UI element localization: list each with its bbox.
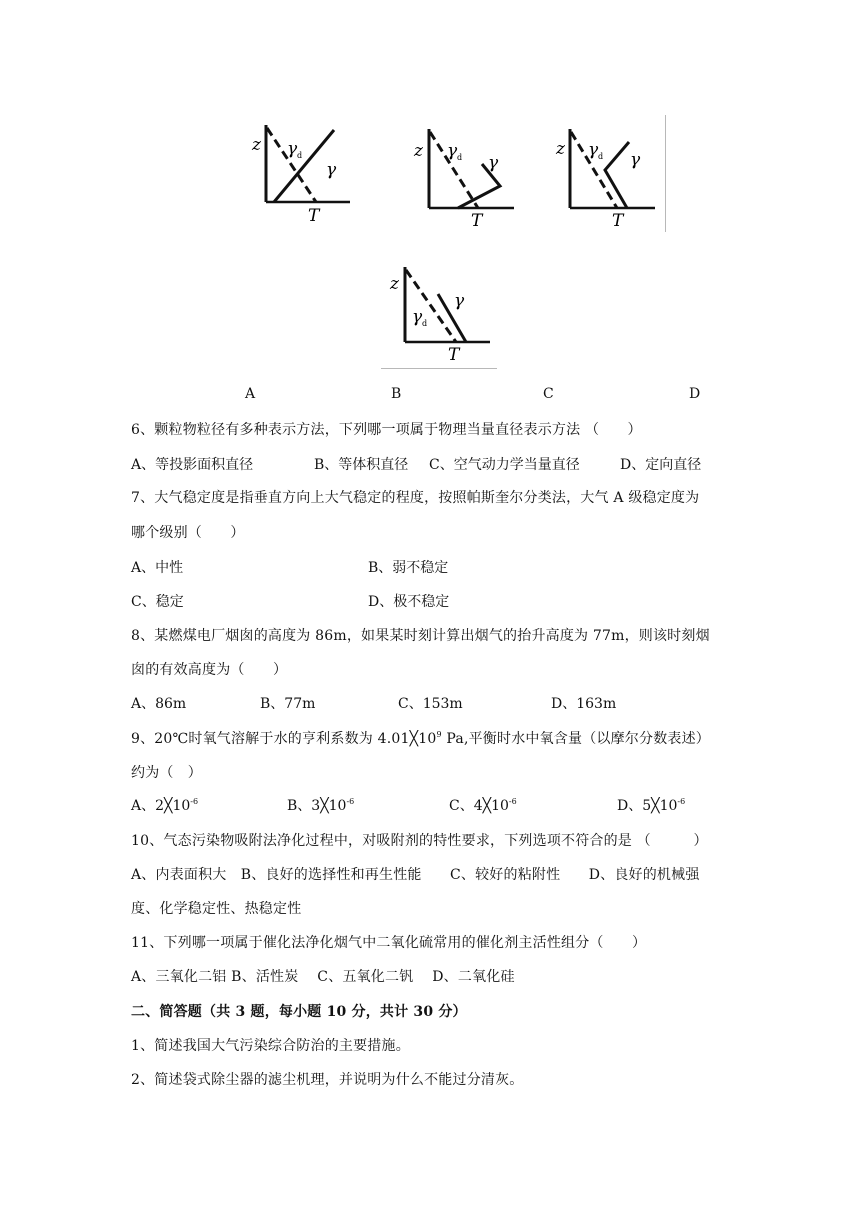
z-label: z — [390, 274, 399, 294]
option-prefix: D、5 — [617, 798, 652, 814]
times-sign: ╳ — [409, 731, 419, 747]
question-9-stem-line-1 — [131, 728, 710, 748]
question-9-option-d — [617, 795, 685, 815]
figure-d — [388, 264, 498, 364]
times-sign: ╳ — [320, 798, 329, 814]
question-7-option-d: D、极不稳定 — [368, 594, 450, 610]
gamma-d-subscript: d — [422, 319, 428, 328]
gamma-d-label: γ — [447, 141, 458, 161]
power-exponent: -6 — [508, 797, 517, 806]
power-base: 10 — [418, 731, 437, 747]
question-8-stem-line-1: 8、某燃煤电厂烟囱的高度为 86m，如果某时刻计算出烟气的抬升高度为 77m，则该时刻烟 — [131, 628, 710, 644]
question-9-stem-text-cont: Pa,平衡时水中氧含量（以摩尔分数表述） — [441, 731, 711, 747]
power-base: 10 — [172, 798, 191, 814]
times-sign: ╳ — [482, 798, 492, 814]
power-base: 10 — [328, 798, 347, 814]
t-label: T — [471, 211, 483, 229]
question-11-stem: 11、下列哪一项属于催化法净化烟气中二氧化硫常用的催化剂主活性组分（ ） — [131, 935, 647, 951]
question-6-option-d: D、定向直径 — [620, 457, 702, 473]
t-label: T — [448, 345, 460, 364]
question-9-stem-text: 9、20℃时氧气溶解于水的亨利系数为 4.01 — [131, 731, 410, 747]
question-7-stem-line-1: 7、大气稳定度是指垂直方向上大气稳定的程度，按照帕斯奎尔分类法，大气 A 级稳定度为 — [131, 490, 700, 506]
question-6-stem: 6、颗粒物粒径有多种表示方法，下列哪一项属于物理当量直径表示方法 （ ） — [131, 422, 642, 438]
gamma-d-subscript: d — [457, 153, 463, 162]
option-prefix: C、4 — [449, 798, 483, 814]
t-label: T — [612, 211, 624, 229]
figure-divider-vertical — [665, 115, 666, 232]
gamma-d-label: γ — [588, 140, 599, 160]
question-10-stem: 10、气态污染物吸附法净化过程中，对吸附剂的特性要求，下列选项不符合的是 （ ） — [131, 833, 708, 849]
figure-label-a: A — [245, 386, 256, 402]
figure-divider-horizontal — [381, 368, 497, 369]
figure-label-d: D — [689, 386, 701, 402]
power-exponent: 9 — [436, 730, 442, 739]
gamma-label: γ — [630, 150, 641, 170]
gamma-label: γ — [326, 160, 337, 180]
t-label: T — [308, 206, 320, 225]
figure-c — [553, 124, 663, 229]
question-9-option-b — [287, 795, 354, 815]
figure-label-b: B — [391, 386, 402, 402]
option-prefix: B、3 — [287, 798, 321, 814]
question-10-options-line-2: 度、化学稳定性、热稳定性 — [131, 901, 302, 917]
power-exponent: -6 — [190, 797, 199, 806]
gamma-d-subscript: d — [297, 151, 303, 160]
question-6-option-a: A、等投影面积直径 — [131, 457, 254, 473]
question-9-stem-line-2: 约为（ ） — [131, 765, 202, 781]
z-label: z — [414, 141, 423, 161]
question-8-stem-line-2: 囱的有效高度为（ ） — [131, 662, 288, 678]
gamma-d-label: γ — [287, 139, 298, 159]
question-9-option-a — [131, 795, 198, 815]
figure-a — [250, 120, 360, 225]
question-7-option-b: B、弱不稳定 — [368, 560, 449, 576]
figure-label-c: C — [543, 386, 554, 402]
question-8-option-c: C、153m — [398, 696, 463, 712]
section-2-heading: 二、简答题（共 3 题，每小题 10 分，共计 30 分） — [131, 1004, 467, 1020]
question-6-option-c: C、空气动力学当量直径 — [429, 457, 580, 473]
gamma-label: γ — [488, 153, 499, 173]
short-answer-question-2: 2、简述袋式除尘器的滤尘机理，并说明为什么不能过分清灰。 — [131, 1072, 524, 1088]
question-8-option-a: A、86m — [131, 696, 187, 712]
z-label: z — [252, 135, 261, 155]
times-sign: ╳ — [651, 798, 660, 814]
question-8-option-b: B、77m — [260, 696, 316, 712]
short-answer-question-1: 1、简述我国大气污染综合防治的主要措施。 — [131, 1038, 410, 1054]
question-9-option-c — [449, 795, 517, 815]
gamma-label: γ — [454, 291, 465, 311]
gamma-d-subscript: d — [598, 152, 604, 161]
question-10-options-line-1: A、内表面积大 B、良好的选择性和再生性能 C、较好的粘附性 D、良好的机械强 — [131, 867, 700, 883]
gamma-d-label: γ — [412, 307, 423, 327]
power-base: 10 — [659, 798, 678, 814]
times-sign: ╳ — [164, 798, 173, 814]
question-11-options: A、三氧化二铝 B、活性炭 C、五氧化二钒 D、二氧化硅 — [131, 969, 515, 985]
question-7-option-c: C、稳定 — [131, 594, 184, 610]
power-base: 10 — [491, 798, 509, 814]
question-8-option-d: D、163m — [551, 696, 617, 712]
question-7-stem-line-2: 哪个级别（ ） — [131, 525, 245, 541]
option-prefix: A、2 — [131, 798, 165, 814]
question-7-option-a: A、中性 — [131, 560, 184, 576]
question-6-option-b: B、等体积直径 — [314, 457, 409, 473]
power-exponent: -6 — [346, 797, 355, 806]
z-label: z — [556, 139, 565, 159]
power-exponent: -6 — [677, 797, 686, 806]
figure-b — [412, 124, 522, 229]
